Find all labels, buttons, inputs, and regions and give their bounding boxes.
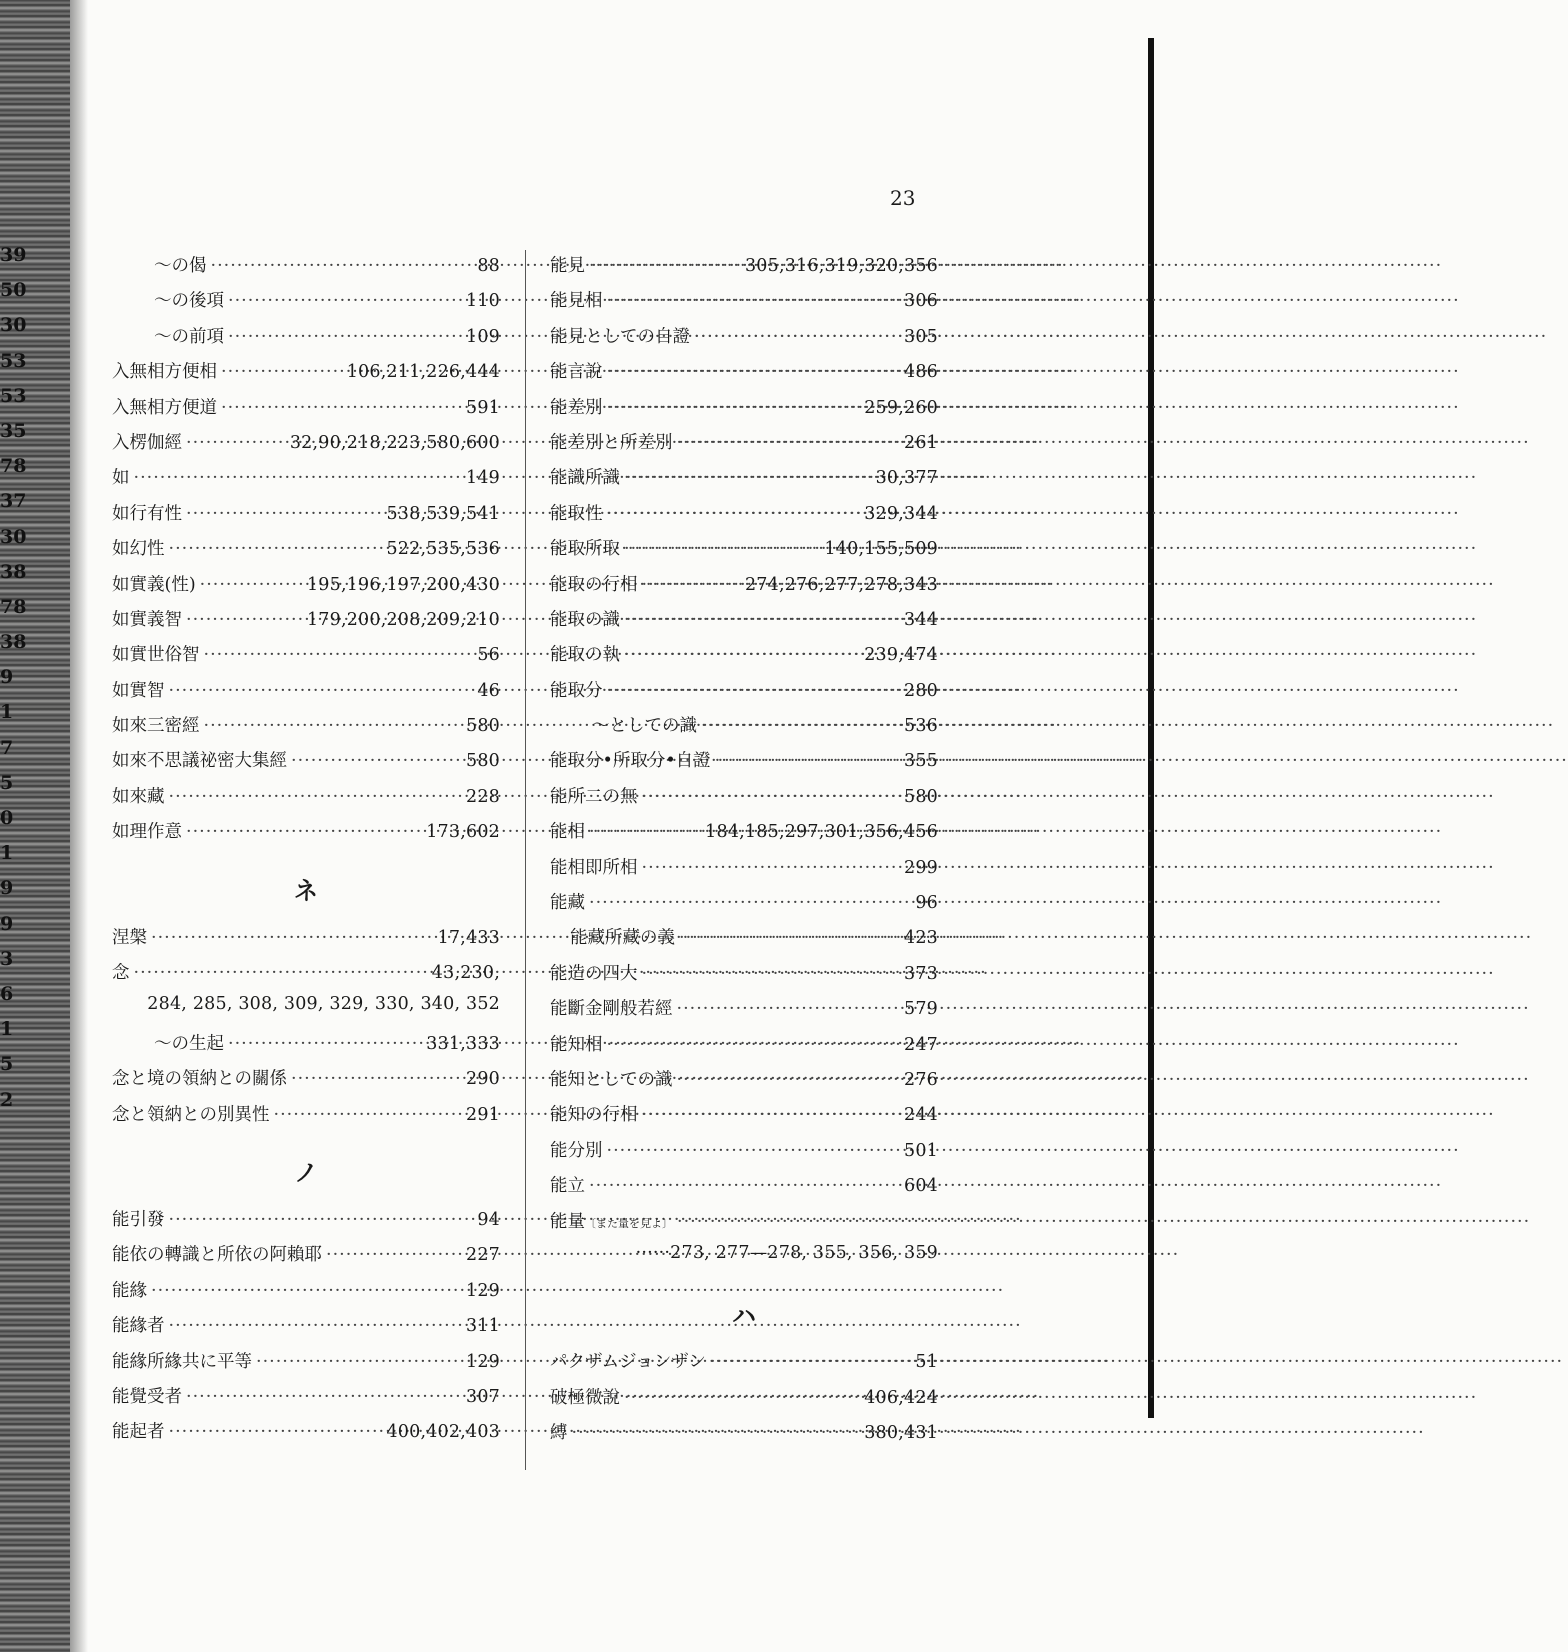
leader-dots bbox=[169, 681, 474, 701]
page-references: 591 bbox=[465, 397, 500, 418]
index-column-left bbox=[112, 252, 500, 1454]
edge-fragment: 39 bbox=[0, 244, 27, 266]
edge-fragment: 78 bbox=[0, 455, 27, 478]
index-entry bbox=[550, 1031, 938, 1066]
leader-dots bbox=[221, 362, 343, 382]
index-term: 念 bbox=[112, 963, 130, 984]
index-entry bbox=[550, 747, 938, 782]
index-term: 能知相 bbox=[550, 1034, 603, 1055]
index-entry bbox=[550, 641, 938, 676]
index-term: 能知としての識 bbox=[550, 1069, 673, 1090]
leader-dots bbox=[291, 1069, 462, 1089]
index-subentry bbox=[112, 252, 500, 287]
edge-fragment: 37 bbox=[0, 490, 27, 513]
index-entry bbox=[112, 1065, 500, 1100]
leader-dots bbox=[642, 964, 900, 984]
page-references: 501 bbox=[903, 1140, 938, 1161]
page-references: 280 bbox=[903, 680, 938, 701]
index-entry bbox=[550, 1066, 938, 1101]
leader-dots bbox=[677, 1212, 934, 1232]
leader-dots bbox=[677, 999, 900, 1019]
index-term: 〜としての識 bbox=[592, 716, 697, 737]
index-term: 如 bbox=[112, 468, 130, 489]
index-term: 能見 bbox=[550, 256, 585, 276]
page-references: 355 bbox=[903, 751, 938, 772]
leader-dots bbox=[186, 433, 286, 453]
leader-dots bbox=[228, 327, 462, 347]
page-references: 88 bbox=[477, 256, 500, 276]
column-divider bbox=[525, 250, 526, 1470]
index-entry bbox=[112, 394, 500, 429]
index-entry bbox=[550, 1348, 938, 1383]
leader-dots bbox=[589, 1176, 900, 1196]
index-term: 能取所取 bbox=[550, 539, 620, 560]
index-entry bbox=[550, 783, 938, 818]
index-term: 〜の生起 bbox=[154, 1033, 224, 1054]
leader-dots bbox=[607, 1035, 900, 1055]
page-references: 179,200,208,209,210 bbox=[306, 609, 500, 630]
leader-dots bbox=[607, 291, 900, 311]
leader-dots bbox=[701, 716, 900, 736]
index-term: 如來三密經 bbox=[112, 716, 200, 737]
leader-dots bbox=[624, 610, 900, 630]
leader-dots bbox=[607, 1141, 900, 1161]
edge-fragment: 0 bbox=[0, 807, 14, 829]
index-entry-continuation bbox=[550, 1243, 938, 1278]
section-heading: ネ bbox=[294, 876, 318, 906]
index-entry bbox=[112, 641, 500, 676]
index-entry bbox=[550, 1101, 938, 1136]
leader-dots bbox=[326, 1245, 462, 1265]
page-references: 538,539,541 bbox=[386, 503, 500, 524]
page-references: 43,230, bbox=[431, 963, 500, 984]
leader-dots bbox=[607, 504, 861, 524]
index-term: 能差別 bbox=[550, 397, 603, 418]
index-entry bbox=[112, 500, 500, 535]
page-references: 149 bbox=[465, 468, 500, 489]
index-subentry bbox=[550, 924, 938, 959]
page-references: 140,155,509 bbox=[824, 539, 938, 560]
index-entry bbox=[112, 1206, 500, 1241]
page-references: 184,185,297,301,356,456 bbox=[705, 822, 938, 843]
page-references: 227 bbox=[465, 1245, 500, 1266]
index-term: 能取性 bbox=[550, 503, 603, 524]
index-entry bbox=[550, 1208, 938, 1243]
index-term: 能相 bbox=[550, 822, 585, 843]
leader-dots bbox=[204, 716, 462, 736]
page-references: 580 bbox=[465, 716, 500, 737]
index-term: 能所二の無 bbox=[550, 786, 638, 807]
leader-dots bbox=[274, 1105, 462, 1125]
index-subentry bbox=[112, 1030, 500, 1065]
page-references: 244 bbox=[903, 1105, 938, 1126]
index-entry bbox=[550, 1419, 938, 1454]
edge-fragment: 9 bbox=[0, 877, 14, 900]
index-entry bbox=[550, 960, 938, 995]
previous-page-edge-numbers bbox=[0, 238, 27, 1118]
index-entry bbox=[550, 854, 938, 889]
leader-dots bbox=[186, 822, 422, 842]
index-entry bbox=[112, 571, 500, 606]
section-heading: ハ bbox=[732, 1300, 756, 1330]
index-term: 能藏所藏の義 bbox=[570, 928, 675, 949]
index-entry bbox=[550, 535, 938, 570]
page-references: 46 bbox=[477, 680, 500, 701]
page-references: 580 bbox=[465, 751, 500, 772]
index-term: 能造の四大 bbox=[550, 963, 638, 984]
index-entry bbox=[550, 500, 938, 535]
leader-dots bbox=[589, 822, 701, 842]
page-references: 106,211,226,444 bbox=[346, 362, 500, 383]
index-entry bbox=[112, 818, 500, 853]
leader-dots bbox=[679, 928, 900, 948]
index-entry bbox=[550, 358, 938, 393]
index-term: パクザムジョンザン bbox=[550, 1352, 706, 1373]
page-references: 400,402,403 bbox=[386, 1422, 500, 1443]
index-term: 如實義智 bbox=[112, 609, 182, 630]
leader-dots bbox=[169, 1422, 383, 1442]
edge-fragment: 1 bbox=[0, 1018, 14, 1041]
leader-dots bbox=[169, 1316, 462, 1336]
edge-fragment: 30 bbox=[0, 525, 27, 548]
index-term: 如實智 bbox=[112, 680, 165, 701]
page-number: 23 bbox=[890, 186, 916, 210]
leader-dots bbox=[151, 1281, 462, 1301]
page-references: 579 bbox=[903, 999, 938, 1020]
leader-dots bbox=[186, 504, 382, 524]
page-references: 51 bbox=[915, 1352, 938, 1373]
index-entry bbox=[112, 747, 500, 782]
leader-dots bbox=[572, 1423, 861, 1443]
page-references: 604 bbox=[903, 1176, 938, 1197]
index-term: 能引發 bbox=[112, 1209, 165, 1230]
index-term: 能立 bbox=[550, 1176, 585, 1197]
edge-fragment: 50 bbox=[0, 279, 27, 302]
index-entry bbox=[112, 1101, 500, 1136]
page-references: 109 bbox=[465, 326, 500, 347]
leader-dots bbox=[169, 1210, 474, 1230]
index-term: 能差別と所差別 bbox=[550, 432, 673, 453]
leader-dots bbox=[134, 468, 462, 488]
index-term: 能取分•所取分•自證 bbox=[550, 751, 711, 772]
leader-dots bbox=[710, 1352, 911, 1372]
index-entry bbox=[112, 358, 500, 393]
index-term: 如幻性 bbox=[112, 539, 165, 560]
page-references: 17,433 bbox=[437, 927, 500, 948]
index-entry bbox=[112, 535, 500, 570]
edge-fragment: 38 bbox=[0, 560, 27, 583]
section-heading: ノ bbox=[294, 1158, 318, 1188]
leader-dots bbox=[694, 327, 900, 347]
page-references: 307 bbox=[465, 1386, 500, 1407]
index-term: 能量 bbox=[550, 1211, 585, 1232]
index-entry bbox=[550, 429, 938, 464]
edge-fragment: 30 bbox=[0, 314, 27, 337]
index-term: 能取の識 bbox=[550, 609, 620, 630]
index-entry bbox=[112, 1277, 500, 1312]
leader-dots bbox=[256, 1352, 462, 1372]
page-references: 406,424 bbox=[864, 1387, 938, 1408]
edge-fragment: 2 bbox=[0, 1088, 14, 1111]
page-references: 276 bbox=[903, 1069, 938, 1090]
index-entry-continuation bbox=[112, 994, 500, 1029]
index-term: 縛 bbox=[550, 1423, 568, 1444]
leader-dots bbox=[642, 787, 900, 807]
leader-dots bbox=[624, 1388, 860, 1408]
page-references: 274,276,277,278,343 bbox=[744, 574, 938, 595]
edge-fragment: 1 bbox=[0, 701, 14, 724]
page-references: 129 bbox=[465, 1280, 500, 1301]
index-entry bbox=[550, 287, 938, 322]
index-term: 念と領納との別異性 bbox=[112, 1104, 270, 1125]
page-references: 56 bbox=[477, 645, 500, 666]
index-term: 涅槃 bbox=[112, 927, 147, 948]
index-term: 能知の行相 bbox=[550, 1105, 638, 1126]
index-entry bbox=[112, 924, 500, 959]
index-entry bbox=[112, 1348, 500, 1383]
index-entry bbox=[550, 889, 938, 924]
index-subentry bbox=[550, 712, 938, 747]
index-entry bbox=[112, 677, 500, 712]
leader-dots bbox=[228, 1034, 422, 1054]
index-entry bbox=[550, 464, 938, 499]
page-references: 173,602 bbox=[426, 822, 500, 843]
page-references: 306 bbox=[903, 291, 938, 312]
index-term: 〜の偈 bbox=[154, 256, 207, 276]
page-references: 305 bbox=[903, 326, 938, 347]
leader-dots bbox=[186, 1387, 462, 1407]
edge-fragment: 9 bbox=[0, 912, 14, 935]
index-entry bbox=[550, 394, 938, 429]
page-references: 247 bbox=[903, 1034, 938, 1055]
page-references: 380,431 bbox=[864, 1423, 938, 1444]
leader-dots bbox=[677, 433, 900, 453]
leader-dots bbox=[677, 1070, 900, 1090]
index-entry bbox=[112, 464, 500, 499]
index-entry bbox=[550, 252, 938, 287]
index-entry bbox=[112, 1241, 500, 1276]
index-term: 能言說 bbox=[550, 362, 603, 383]
leader-dots bbox=[715, 751, 900, 771]
index-term: 能取分 bbox=[550, 680, 603, 701]
leader-dots bbox=[291, 751, 462, 771]
index-entry bbox=[550, 571, 938, 606]
index-term: 能取の行相 bbox=[550, 574, 638, 595]
index-entry bbox=[550, 677, 938, 712]
leader-dots bbox=[589, 893, 911, 913]
index-term: 如實義(性) bbox=[112, 574, 196, 595]
page-references: 522,535,536 bbox=[386, 539, 500, 560]
edge-fragment: 6 bbox=[0, 982, 14, 1005]
leader-dots bbox=[211, 256, 474, 276]
index-term: 能依の轉識と所依の阿賴耶 bbox=[112, 1245, 322, 1266]
page-references: 195,196,197,200,430 bbox=[306, 574, 500, 595]
page-references: 284, 285, 308, 309, 329, 330, 340, 352 bbox=[147, 994, 500, 1015]
page-references: 344 bbox=[903, 609, 938, 630]
index-term: 能緣者 bbox=[112, 1316, 165, 1337]
index-term: 〜の前項 bbox=[154, 326, 224, 347]
page-references: 423 bbox=[903, 928, 938, 949]
index-entry bbox=[112, 959, 500, 994]
index-term: 念と境の領納との關係 bbox=[112, 1069, 287, 1090]
page-references: 96 bbox=[915, 893, 938, 914]
edge-fragment: 5 bbox=[0, 1053, 14, 1076]
page-references: 299 bbox=[903, 857, 938, 878]
leader-dots bbox=[186, 610, 303, 630]
leader-dots bbox=[624, 468, 872, 488]
index-entry bbox=[550, 995, 938, 1030]
index-term: 能覺受者 bbox=[112, 1386, 182, 1407]
page-references: 329,344 bbox=[864, 503, 938, 524]
index-entry bbox=[112, 1312, 500, 1347]
page-references: 580 bbox=[903, 786, 938, 807]
index-term: 如理作意 bbox=[112, 822, 182, 843]
leader-dots bbox=[134, 963, 428, 983]
page-references: 228 bbox=[465, 786, 500, 807]
leader-dots bbox=[589, 256, 741, 276]
leader-dots bbox=[642, 1105, 900, 1125]
page-references: 32,90,218,223,580,600 bbox=[289, 432, 500, 453]
index-term: 能起者 bbox=[112, 1422, 165, 1443]
index-term: 能緣 bbox=[112, 1280, 147, 1301]
index-term: 能相即所相 bbox=[550, 857, 638, 878]
page-references: ······273, 277—278, 355, 356, 359 bbox=[635, 1242, 938, 1263]
leader-dots bbox=[624, 645, 860, 665]
page-references: 110 bbox=[465, 291, 500, 312]
page-references: 259,260 bbox=[864, 397, 938, 418]
index-term: 能緣所緣共に平等 bbox=[112, 1351, 252, 1372]
page-references: 536 bbox=[903, 716, 938, 737]
index-term: 入無相方便道 bbox=[112, 397, 217, 418]
index-term: 入楞伽經 bbox=[112, 432, 182, 453]
index-term: 能識所識 bbox=[550, 468, 620, 489]
index-subentry bbox=[112, 323, 500, 358]
index-term: 能藏 bbox=[550, 893, 585, 914]
index-term: 如行有性 bbox=[112, 503, 182, 524]
index-term: 能斷金剛般若經 bbox=[550, 999, 673, 1020]
page-references: 94 bbox=[477, 1209, 500, 1230]
page-references: 373 bbox=[903, 963, 938, 984]
leader-dots bbox=[642, 575, 741, 595]
index-term: 入無相方便相 bbox=[112, 362, 217, 383]
index-term: 破極微說 bbox=[550, 1387, 620, 1408]
index-entry bbox=[112, 712, 500, 747]
index-term: 能見としての自證 bbox=[550, 326, 690, 347]
leader-dots bbox=[200, 575, 303, 595]
edge-fragment: 78 bbox=[0, 595, 27, 618]
index-entry bbox=[112, 1418, 500, 1453]
leader-dots bbox=[228, 291, 462, 311]
index-entry bbox=[112, 783, 500, 818]
index-entry bbox=[112, 606, 500, 641]
index-term: 能見相 bbox=[550, 291, 603, 312]
index-entry bbox=[550, 323, 938, 358]
index-entry bbox=[550, 1384, 938, 1419]
page-references: 291 bbox=[465, 1104, 500, 1125]
edge-fragment: 7 bbox=[0, 736, 14, 759]
page-references: 30,377 bbox=[875, 468, 938, 489]
index-column-right bbox=[550, 252, 938, 1455]
edge-fragment: 38 bbox=[0, 631, 27, 654]
cross-reference-note: 〔また量を見よ〕 bbox=[585, 1216, 673, 1230]
index-term: 如實世俗智 bbox=[112, 645, 200, 666]
leader-dots bbox=[169, 787, 462, 807]
edge-fragment: 53 bbox=[0, 349, 27, 372]
index-term: 能取の執 bbox=[550, 645, 620, 666]
leader-dots bbox=[642, 858, 900, 878]
page-references: 290 bbox=[465, 1069, 500, 1090]
index-entry bbox=[112, 429, 500, 464]
page-references: 311 bbox=[465, 1316, 500, 1337]
page-references: 486 bbox=[903, 362, 938, 383]
index-term: 如來不思議祕密大集經 bbox=[112, 751, 287, 772]
page-references: 331,333 bbox=[426, 1033, 500, 1054]
index-entry bbox=[550, 818, 938, 853]
page-references: 261 bbox=[903, 432, 938, 453]
leader-dots bbox=[607, 398, 861, 418]
page-references: 239,474 bbox=[864, 645, 938, 666]
leader-dots bbox=[607, 362, 900, 382]
leader-dots bbox=[221, 398, 462, 418]
index-entry bbox=[550, 1137, 938, 1172]
index-term: 能分別 bbox=[550, 1140, 603, 1161]
edge-fragment: 53 bbox=[0, 384, 27, 407]
index-term: 如來藏 bbox=[112, 786, 165, 807]
index-subentry bbox=[112, 287, 500, 322]
leader-dots bbox=[151, 928, 434, 948]
leader-dots bbox=[169, 539, 383, 559]
leader-dots bbox=[607, 681, 900, 701]
index-term: 〜の後項 bbox=[154, 291, 224, 312]
edge-fragment: 3 bbox=[0, 947, 14, 970]
edge-fragment: 5 bbox=[0, 771, 14, 794]
index-entry bbox=[550, 1172, 938, 1207]
index-entry bbox=[550, 606, 938, 641]
edge-fragment: 1 bbox=[0, 842, 14, 865]
leader-dots bbox=[624, 539, 820, 559]
gutter-shadow bbox=[70, 0, 88, 1652]
page-references: 129 bbox=[465, 1351, 500, 1372]
index-entry bbox=[112, 1383, 500, 1418]
edge-fragment: 9 bbox=[0, 666, 14, 689]
page-references: 305,316,319,320,356 bbox=[744, 256, 938, 276]
edge-fragment: 35 bbox=[0, 419, 27, 442]
leader-dots bbox=[204, 645, 474, 665]
